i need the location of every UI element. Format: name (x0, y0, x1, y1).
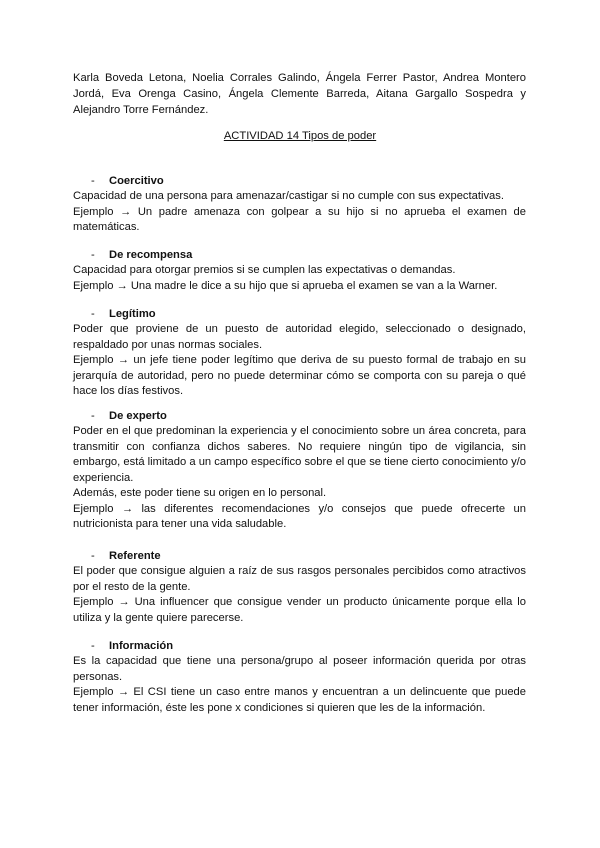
section-heading (73, 173, 526, 189)
section-heading (73, 548, 526, 564)
section-heading (73, 638, 526, 654)
bullet-marker: - (91, 308, 95, 320)
bullet-marker: - (91, 640, 95, 652)
authors-line: Karla Boveda Letona, Noelia Corrales Galindo, Ángela Ferrer Pastor, Andrea Montero Jordá, Eva Orenga Casino, Ángela Clemente Barreda, Aitana Gargallo Sospedra y Alejandro Torre Fernández. (73, 72, 526, 116)
section-heading (73, 306, 526, 322)
section-de-experto (73, 408, 526, 533)
section-coercitivo (73, 173, 526, 236)
paragraph: Ejemplo → Un padre amenaza con golpear a su hijo si no aprueba el examen de matemáticas. (73, 205, 526, 233)
section-informacion (73, 638, 526, 716)
paragraph: El poder que consigue alguien a raíz de sus rasgos personales percibidos como atractivos por el resto de la gente. (73, 565, 526, 593)
page-title: ACTIVIDAD 14 Tipos de poder (223, 130, 377, 142)
section-heading (73, 408, 526, 424)
section-referente (73, 548, 526, 626)
bullet-marker: - (91, 550, 95, 562)
heading-text: Referente (109, 550, 161, 562)
paragraph: Ejemplo → Una madre le dice a su hijo que si aprueba el examen se van a la Warner. (73, 279, 498, 292)
section-legitimo (73, 306, 526, 400)
paragraph: Capacidad para otorgar premios si se cumplen las expectativas o demandas. (73, 264, 456, 276)
paragraph: Capacidad de una persona para amenazar/castigar si no cumple con sus expectativas. (73, 190, 504, 202)
heading-text: Coercitivo (109, 175, 164, 187)
bullet-marker: - (91, 249, 95, 261)
heading-text: Legítimo (109, 308, 156, 320)
paragraph: Ejemplo → Una influencer que consigue vender un producto únicamente porque ella lo utiliza y la gente quiere parecerse. (73, 596, 526, 624)
paragraph: Poder que proviene de un puesto de autoridad elegido, seleccionado o designado, respaldado por unas normas sociales. (73, 323, 526, 351)
paragraph: Es la capacidad que tiene una persona/grupo al poseer información querida por otras personas. (73, 655, 526, 683)
paragraph: Poder en el que predominan la experiencia y el conocimiento sobre un área concreta, para transmitir con confianza dichos saberes. No requiere ningún tipo de vigilancia, sin embargo, está limitado a un campo específico sobre el que se tiene cierto conocimiento y/o experiencia. (73, 425, 526, 484)
paragraph: Ejemplo → las diferentes recomendaciones y/o consejos que puede ofrecerte un nutricionista para tener una vida saludable. (73, 502, 526, 530)
heading-text: De experto (109, 410, 167, 422)
paragraph: Ejemplo → un jefe tiene poder legítimo que deriva de su puesto formal de trabajo en su jerarquía de autoridad, pero no puede determinar cómo se comporta con su pareja o qué hace los días festivos. (73, 354, 526, 397)
paragraph: Ejemplo → El CSI tiene un caso entre manos y encuentran a un delincuente que puede tener información, éste les pone x condiciones si quieren que les de la información. (73, 686, 526, 714)
bullet-marker: - (91, 410, 95, 422)
paragraph: Además, este poder tiene su origen en lo personal. (73, 487, 327, 499)
section-heading (73, 247, 526, 263)
heading-text: Información (109, 640, 174, 652)
heading-text: De recompensa (109, 249, 193, 261)
bullet-marker: - (91, 175, 95, 187)
section-de-recompensa (73, 247, 526, 294)
